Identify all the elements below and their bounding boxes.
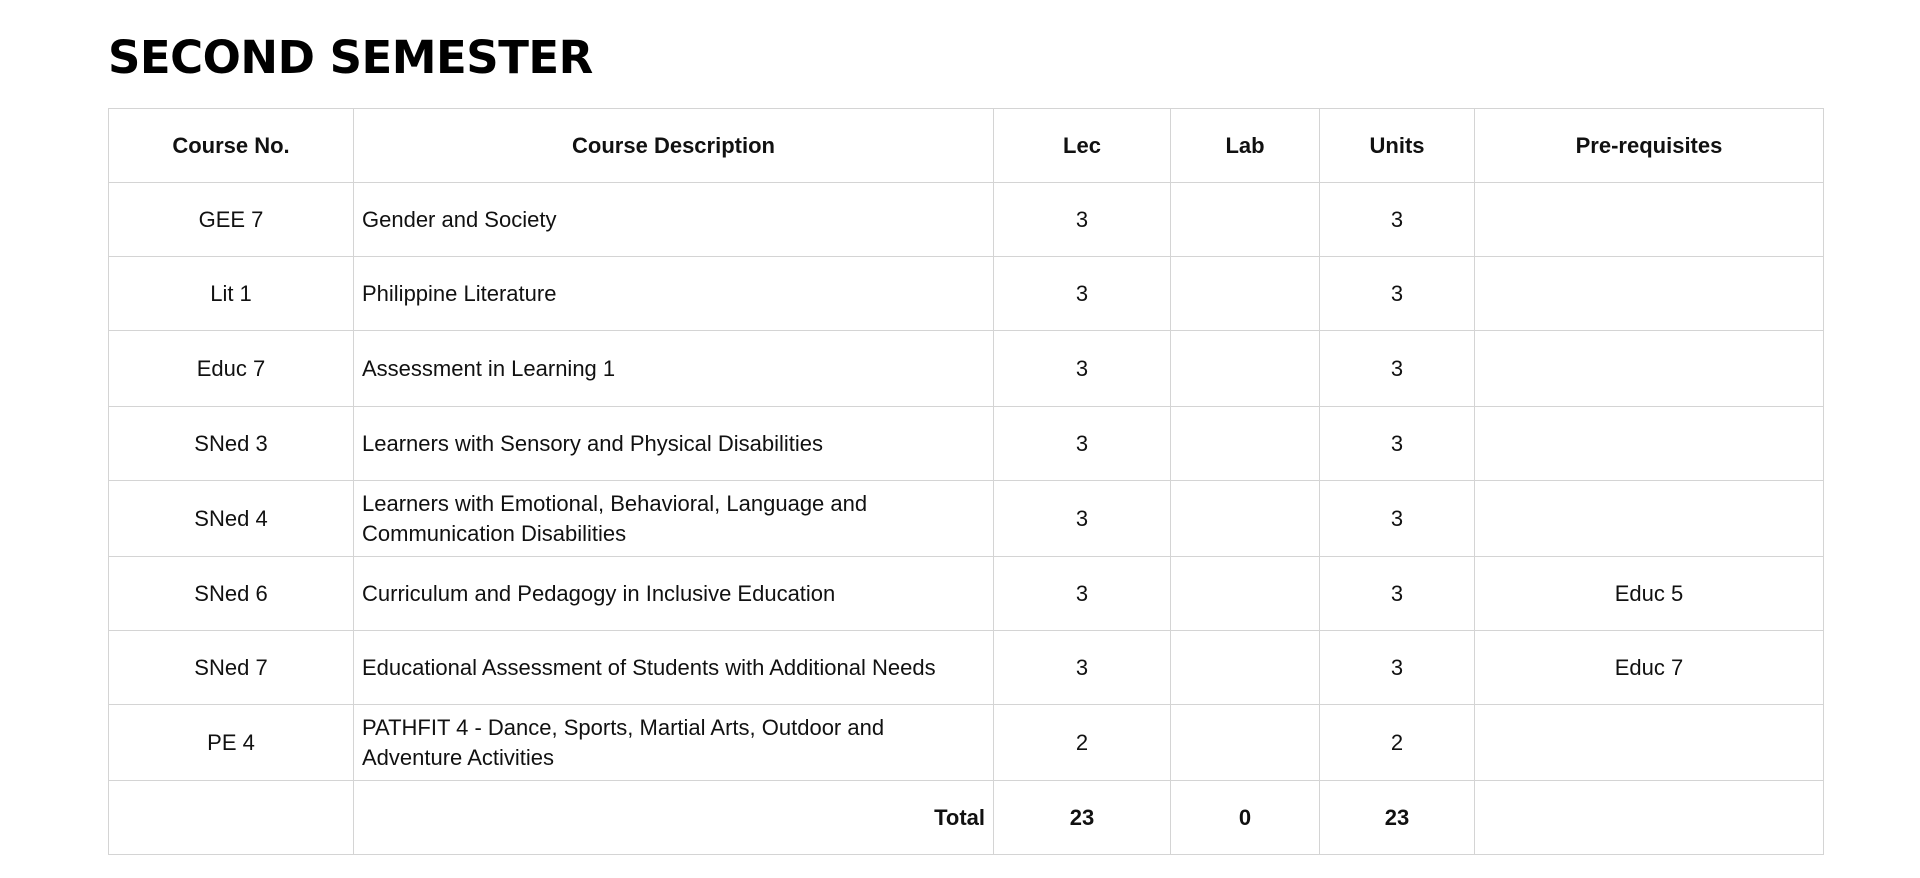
header-course-no: Course No. [109,109,354,183]
table-row [109,557,1824,631]
course-description-cell: Curriculum and Pedagogy in Inclusive Education [354,557,994,631]
course-no-cell: SNed 7 [109,631,354,705]
units-cell: 3 [1320,631,1475,705]
total-row [109,781,1824,855]
lec-cell: 3 [994,257,1171,331]
course-no-cell: SNed 6 [109,557,354,631]
units-cell: 3 [1320,331,1475,407]
header-prerequisites: Pre-requisites [1475,109,1824,183]
lab-cell [1171,557,1320,631]
table-row [109,705,1824,781]
total-label: Total [354,781,994,855]
total-blank-cell [109,781,354,855]
table-row [109,331,1824,407]
table-row [109,183,1824,257]
course-description-cell: Educational Assessment of Students with Additional Needs [354,631,994,705]
lab-cell [1171,631,1320,705]
total-units: 23 [1320,781,1475,855]
prerequisites-cell [1475,705,1824,781]
lec-cell: 3 [994,407,1171,481]
units-cell: 3 [1320,557,1475,631]
prerequisites-cell [1475,331,1824,407]
prerequisites-cell [1475,407,1824,481]
course-description-cell: Learners with Emotional, Behavioral, Language and Communication Disabilities [354,481,994,557]
lab-cell [1171,331,1320,407]
header-units: Units [1320,109,1475,183]
total-lec: 23 [994,781,1171,855]
page-title: SECOND SEMESTER [108,31,593,84]
units-cell: 3 [1320,407,1475,481]
course-no-cell: Educ 7 [109,331,354,407]
lab-cell [1171,183,1320,257]
prerequisites-cell [1475,183,1824,257]
course-description-cell: Philippine Literature [354,257,994,331]
course-no-cell: PE 4 [109,705,354,781]
lab-cell [1171,481,1320,557]
course-no-cell: SNed 3 [109,407,354,481]
total-lab: 0 [1171,781,1320,855]
course-no-cell: SNed 4 [109,481,354,557]
units-cell: 3 [1320,481,1475,557]
header-course-description: Course Description [354,109,994,183]
header-lec: Lec [994,109,1171,183]
lec-cell: 3 [994,331,1171,407]
total-prereq-blank-cell [1475,781,1824,855]
table-row [109,407,1824,481]
units-cell: 3 [1320,257,1475,331]
lec-cell: 2 [994,705,1171,781]
course-description-cell: Gender and Society [354,183,994,257]
lec-cell: 3 [994,481,1171,557]
prerequisites-cell: Educ 7 [1475,631,1824,705]
course-no-cell: GEE 7 [109,183,354,257]
prerequisites-cell [1475,481,1824,557]
prerequisites-cell: Educ 5 [1475,557,1824,631]
table-row [109,481,1824,557]
table-row [109,631,1824,705]
course-description-cell: PATHFIT 4 - Dance, Sports, Martial Arts, Outdoor and Adventure Activities [354,705,994,781]
course-no-cell: Lit 1 [109,257,354,331]
course-description-cell: Assessment in Learning 1 [354,331,994,407]
header-row [109,109,1824,183]
lab-cell [1171,705,1320,781]
lec-cell: 3 [994,183,1171,257]
lec-cell: 3 [994,631,1171,705]
course-description-cell: Learners with Sensory and Physical Disabilities [354,407,994,481]
table-row [109,257,1824,331]
lab-cell [1171,407,1320,481]
header-lab: Lab [1171,109,1320,183]
units-cell: 3 [1320,183,1475,257]
prerequisites-cell [1475,257,1824,331]
units-cell: 2 [1320,705,1475,781]
course-table [108,108,1824,855]
lec-cell: 3 [994,557,1171,631]
lab-cell [1171,257,1320,331]
